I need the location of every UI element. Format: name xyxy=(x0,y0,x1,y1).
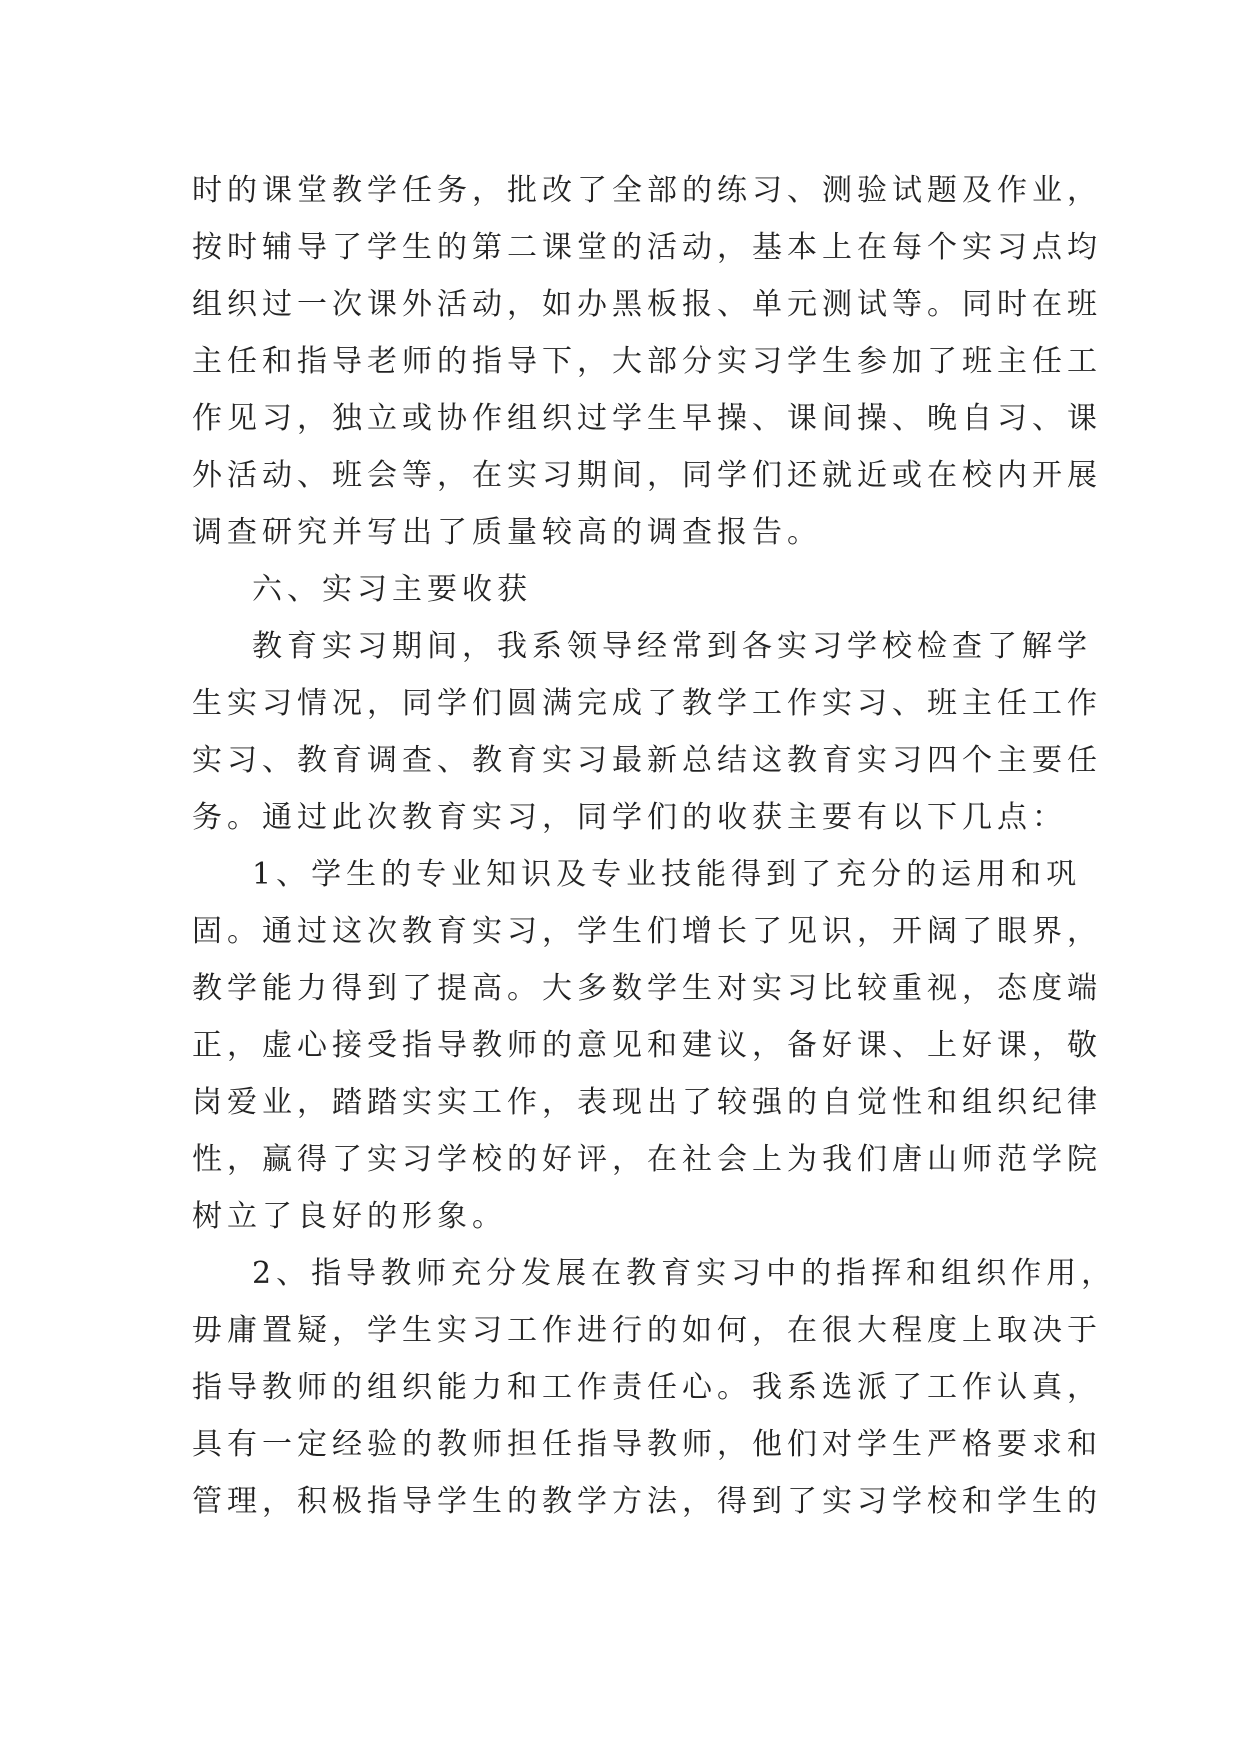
text-line: 性，赢得了实习学校的好评，在社会上为我们唐山师范学院 xyxy=(192,1142,1102,1177)
text-line: 教学能力得到了提高。大多数学生对实习比较重视，态度端 xyxy=(192,971,1102,1006)
text-line: 具有一定经验的教师担任指导教师，他们对学生严格要求和 xyxy=(192,1427,1102,1462)
text-line: 务。通过此次教育实习，同学们的收获主要有以下几点： xyxy=(192,800,1067,835)
text-line: 指导教师的组织能力和工作责任心。我系选派了工作认真， xyxy=(192,1370,1102,1405)
text-line: 毋庸置疑，学生实习工作进行的如何，在很大程度上取决于 xyxy=(192,1313,1102,1348)
text-line: 时的课堂教学任务，批改了全部的练习、测验试题及作业， xyxy=(192,173,1102,208)
text-line: 树立了良好的形象。 xyxy=(192,1199,507,1234)
body-text xyxy=(192,162,1117,1530)
text-line: 教育实习期间，我系领导经常到各实习学校检查了解学 xyxy=(252,629,1092,664)
text-line: 2、指导教师充分发展在教育实习中的指挥和组织作用， xyxy=(252,1256,1117,1291)
text-line: 主任和指导老师的指导下，大部分实习学生参加了班主任工 xyxy=(192,344,1102,379)
text-line: 1、学生的专业知识及专业技能得到了充分的运用和巩 xyxy=(252,857,1082,892)
text-line: 岗爱业，踏踏实实工作，表现出了较强的自觉性和组织纪律 xyxy=(192,1085,1102,1120)
text-line: 作见习，独立或协作组织过学生早操、课间操、晚自习、课 xyxy=(192,401,1102,436)
text-line: 外活动、班会等，在实习期间，同学们还就近或在校内开展 xyxy=(192,458,1102,493)
section-heading: 六、实习主要收获 xyxy=(252,572,532,607)
text-line: 固。通过这次教育实习，学生们增长了见识，开阔了眼界， xyxy=(192,914,1102,949)
text-line: 组织过一次课外活动，如办黑板报、单元测试等。同时在班 xyxy=(192,287,1102,322)
text-line: 实习、教育调查、教育实习最新总结这教育实习四个主要任 xyxy=(192,743,1102,778)
text-line: 生实习情况，同学们圆满完成了教学工作实习、班主任工作 xyxy=(192,686,1102,721)
text-line: 管理，积极指导学生的教学方法，得到了实习学校和学生的 xyxy=(192,1484,1102,1519)
text-line: 正，虚心接受指导教师的意见和建议，备好课、上好课，敬 xyxy=(192,1028,1102,1063)
text-line: 调查研究并写出了质量较高的调查报告。 xyxy=(192,515,822,550)
text-line: 按时辅导了学生的第二课堂的活动，基本上在每个实习点均 xyxy=(192,230,1102,265)
